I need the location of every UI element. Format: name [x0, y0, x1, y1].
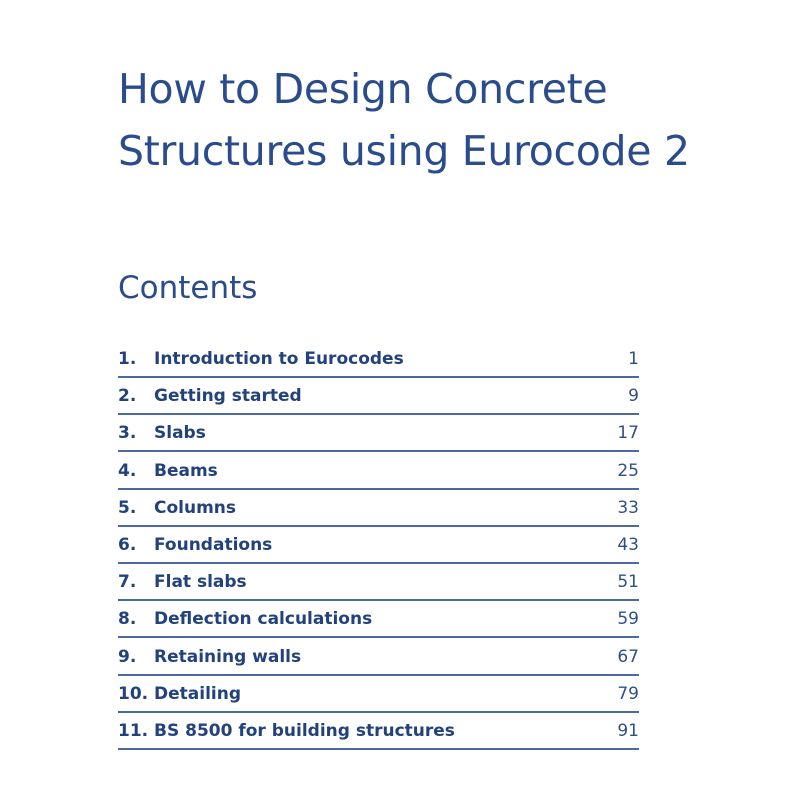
contents-heading: Contents [118, 270, 258, 306]
toc-entry-number: 11. [118, 720, 149, 741]
toc-entry-number: 1. [118, 349, 137, 369]
toc-entry-title: Introduction to Eurocodes [154, 349, 404, 369]
toc-entry-number: 10. [118, 683, 149, 704]
toc-entry-detailing[interactable] [118, 677, 639, 713]
toc-entry-page: 79 [617, 683, 639, 704]
toc-entry-foundations[interactable] [118, 528, 639, 564]
toc-entry-bs-8500-for-building-structures[interactable] [118, 714, 639, 750]
document-title [118, 58, 690, 182]
toc-entry-number: 4. [118, 460, 137, 481]
toc-entry-title: BS 8500 for building structures [154, 720, 455, 741]
toc-entry-title: Getting started [154, 386, 302, 407]
toc-entry-title: Deflection calculations [154, 609, 373, 630]
toc-entry-title: Retaining walls [154, 646, 302, 667]
toc-entry-page: 67 [617, 646, 639, 667]
toc-entry-retaining-walls[interactable] [118, 640, 639, 676]
toc-entry-title: Beams [154, 460, 218, 481]
document-title-line-2: Structures using Eurocode 2 [118, 127, 690, 175]
toc-entry-page: 25 [617, 460, 639, 481]
toc-entry-page: 9 [628, 386, 639, 407]
toc-entry-page: 59 [617, 609, 639, 630]
document-title-line-1: How to Design Concrete [118, 65, 608, 113]
toc-entry-flat-slabs[interactable] [118, 565, 639, 601]
toc-entry-number: 3. [118, 423, 137, 444]
toc-entry-deflection-calculations[interactable] [118, 602, 639, 638]
toc-entry-title: Slabs [154, 423, 206, 444]
toc-entry-slabs[interactable] [118, 416, 639, 452]
toc-entry-page: 1 [628, 349, 639, 369]
toc-entry-page: 91 [617, 720, 639, 741]
toc-entry-number: 7. [118, 572, 137, 593]
toc-entry-title: Detailing [154, 683, 241, 704]
toc-entry-title: Columns [154, 497, 237, 518]
toc-entry-number: 8. [118, 609, 137, 630]
toc-entry-beams[interactable] [118, 454, 639, 490]
toc-entry-title: Flat slabs [154, 572, 247, 593]
toc-entry-getting-started[interactable] [118, 379, 639, 415]
toc-entry-page: 51 [617, 572, 639, 593]
toc-entry-number: 9. [118, 646, 137, 667]
toc-entry-page: 17 [617, 423, 639, 444]
toc-entry-columns[interactable] [118, 491, 639, 527]
toc-entry-introduction-to-eurocodes[interactable] [118, 342, 639, 378]
toc-entry-page: 33 [617, 497, 639, 518]
table-of-contents [118, 342, 639, 751]
toc-entry-number: 6. [118, 534, 137, 555]
toc-entry-number: 5. [118, 497, 137, 518]
toc-entry-page: 43 [617, 534, 639, 555]
toc-entry-number: 2. [118, 386, 137, 407]
toc-entry-title: Foundations [154, 534, 273, 555]
